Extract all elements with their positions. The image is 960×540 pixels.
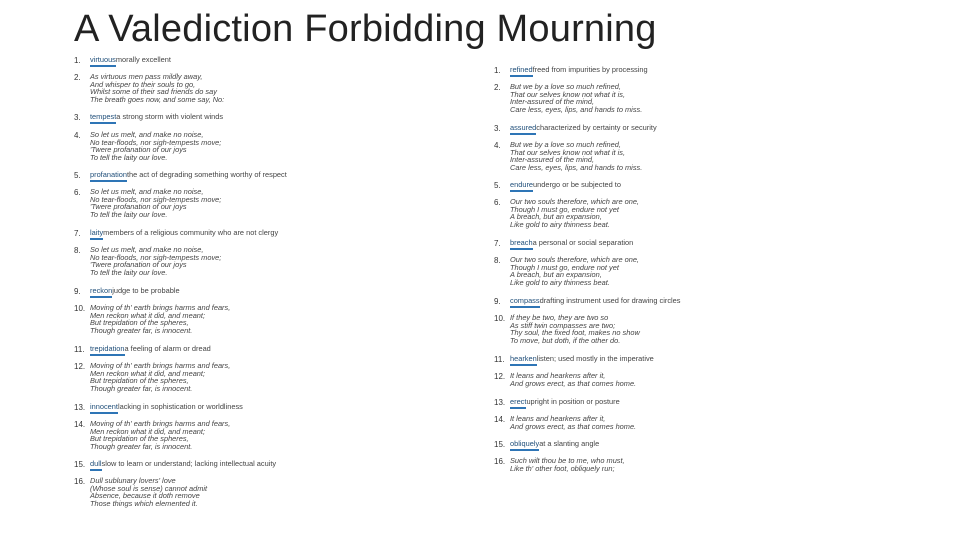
vocab-definition: upright in position or posture: [526, 397, 620, 406]
vocab-entry: [90, 403, 243, 411]
vocab-definition: morally excellent: [115, 55, 171, 64]
poem-stanza: But we by a love so much refined, That our selves know not what it is, Inter-assured of the mind, Care less, eyes, lips, and hands to miss.: [510, 140, 643, 172]
vocab-definition: listen; used mostly in the imperative: [536, 354, 654, 363]
item-number: 12.: [74, 362, 86, 371]
vocab-word: reckon: [90, 286, 112, 298]
poem-stanza: Moving of th' earth brings harms and fears, Men reckon what it did, and meant; But trepidation of the spheres, Though greater far, is innocent.: [90, 303, 231, 335]
item-number: 4.: [74, 131, 81, 140]
vocab-entry: [510, 66, 648, 74]
vocab-definition: undergo or be subjected to: [533, 180, 621, 189]
vocab-entry: [510, 239, 633, 247]
vocab-word: innocent: [90, 402, 118, 414]
vocab-entry: [510, 355, 654, 363]
vocab-definition: the act of degrading something worthy of respect: [126, 170, 287, 179]
item-number: 16.: [494, 457, 506, 466]
item-number: 4.: [494, 141, 501, 150]
poem-stanza: Moving of th' earth brings harms and fears, Men reckon what it did, and meant; But trepidation of the spheres, Though greater far, is innocent.: [90, 419, 231, 451]
vocab-entry: [90, 345, 211, 353]
vocab-entry: [510, 181, 621, 189]
poem-stanza: If they be two, they are two so As stiff twin compasses are two; Thy soul, the fixed foot, makes no show To move, but doth, if the other do.: [510, 313, 640, 345]
item-number: 6.: [74, 188, 81, 197]
poem-stanza: Dull sublunary lovers' love (Whose soul is sense) cannot admit Absence, because it doth remove Those things which elemented it.: [90, 476, 208, 508]
left-column: [74, 0, 414, 540]
item-number: 11.: [494, 355, 505, 364]
vocab-definition: members of a religious community who are not clergy: [103, 228, 279, 237]
vocab-definition: a strong storm with violent winds: [116, 112, 224, 121]
right-column: [494, 0, 834, 540]
item-number: 2.: [74, 73, 81, 82]
item-number: 7.: [74, 229, 81, 238]
vocab-definition: at a slanting angle: [539, 439, 600, 448]
page-title: A Valediction Forbidding Mourning: [74, 8, 657, 50]
vocab-word: assured: [510, 123, 536, 135]
poem-stanza: As virtuous men pass mildly away, And whisper to their souls to go, Whilst some of their sad friends do say The breath goes now, and some say, No:: [90, 72, 225, 104]
vocab-entry: [90, 171, 287, 179]
poem-stanza: It leans and hearkens after it, And grows erect, as that comes home.: [510, 414, 637, 431]
vocab-entry: [90, 229, 278, 237]
vocab-word: laity: [90, 228, 103, 240]
poem-stanza: So let us melt, and make no noise, No tear-floods, nor sigh-tempests move; 'Twere profanation of our joys To tell the laity our love.: [90, 187, 222, 219]
vocab-entry: [510, 398, 620, 406]
item-number: 8.: [494, 256, 501, 265]
vocab-definition: a personal or social separation: [532, 238, 634, 247]
vocab-word: hearken: [510, 354, 537, 366]
vocab-word: refined: [510, 65, 533, 77]
item-number: 13.: [74, 403, 86, 412]
item-number: 15.: [74, 460, 86, 469]
poem-stanza: Moving of th' earth brings harms and fears, Men reckon what it did, and meant; But trepidation of the spheres, Though greater far, is innocent.: [90, 361, 231, 393]
item-number: 5.: [74, 171, 81, 180]
item-number: 7.: [494, 239, 501, 248]
vocab-word: dull: [90, 459, 102, 471]
item-number: 8.: [74, 246, 81, 255]
item-number: 14.: [74, 420, 86, 429]
poem-stanza: It leans and hearkens after it, And grows erect, as that comes home.: [510, 371, 637, 388]
vocab-word: breach: [510, 238, 533, 250]
vocab-entry: [510, 124, 657, 132]
vocab-word: profanation: [90, 170, 127, 182]
poem-stanza: Such wilt thou be to me, who must, Like th' other foot, obliquely run;: [510, 456, 625, 473]
vocab-definition: drafting instrument used for drawing circles: [539, 296, 681, 305]
item-number: 6.: [494, 198, 501, 207]
vocab-definition: judge to be probable: [112, 286, 180, 295]
poem-stanza: Our two souls therefore, which are one, Though I must go, endure not yet A breach, but an expansion, Like gold to airy thinness beat.: [510, 197, 639, 229]
vocab-word: endure: [510, 180, 533, 192]
item-number: 12.: [494, 372, 506, 381]
item-number: 16.: [74, 477, 86, 486]
vocab-definition: characterized by certainty or security: [536, 123, 657, 132]
poem-stanza: Our two souls therefore, which are one, Though I must go, endure not yet A breach, but an expansion, Like gold to airy thinness beat.: [510, 255, 639, 287]
item-number: 3.: [494, 124, 501, 133]
item-number: 2.: [494, 83, 501, 92]
vocab-word: erect: [510, 397, 526, 409]
poem-stanza: So let us melt, and make no noise, No tear-floods, nor sigh-tempests move; 'Twere profanation of our joys To tell the laity our love.: [90, 245, 222, 277]
vocab-definition: slow to learn or understand; lacking intellectual acuity: [101, 459, 277, 468]
item-number: 5.: [494, 181, 501, 190]
vocab-entry: [90, 287, 180, 295]
vocab-definition: freed from impurities by processing: [532, 65, 648, 74]
vocab-entry: [90, 56, 171, 64]
item-number: 3.: [74, 113, 81, 122]
poem-stanza: So let us melt, and make no noise, No tear-floods, nor sigh-tempests move; 'Twere profanation of our joys To tell the laity our love.: [90, 130, 222, 162]
vocab-word: virtuous: [90, 55, 116, 67]
item-number: 14.: [494, 415, 506, 424]
item-number: 9.: [494, 297, 501, 306]
vocab-entry: [510, 440, 599, 448]
item-number: 1.: [494, 66, 501, 75]
poem-stanza: But we by a love so much refined, That our selves know not what it is, Inter-assured of the mind, Care less, eyes, lips, and hands to miss.: [510, 82, 643, 114]
item-number: 9.: [74, 287, 81, 296]
item-number: 15.: [494, 440, 506, 449]
vocab-entry: [90, 460, 276, 468]
item-number: 11.: [74, 345, 85, 354]
vocab-definition: a feeling of alarm or dread: [124, 344, 211, 353]
vocab-entry: [510, 297, 680, 305]
item-number: 10.: [494, 314, 506, 323]
vocab-word: trepidation: [90, 344, 125, 356]
item-number: 10.: [74, 304, 86, 313]
item-number: 1.: [74, 56, 81, 65]
vocab-word: obliquely: [510, 439, 539, 451]
vocab-definition: lacking in sophistication or worldliness: [117, 402, 243, 411]
vocab-entry: [90, 113, 223, 121]
item-number: 13.: [494, 398, 506, 407]
vocab-word: tempest: [90, 112, 116, 124]
vocab-word: compass: [510, 296, 540, 308]
